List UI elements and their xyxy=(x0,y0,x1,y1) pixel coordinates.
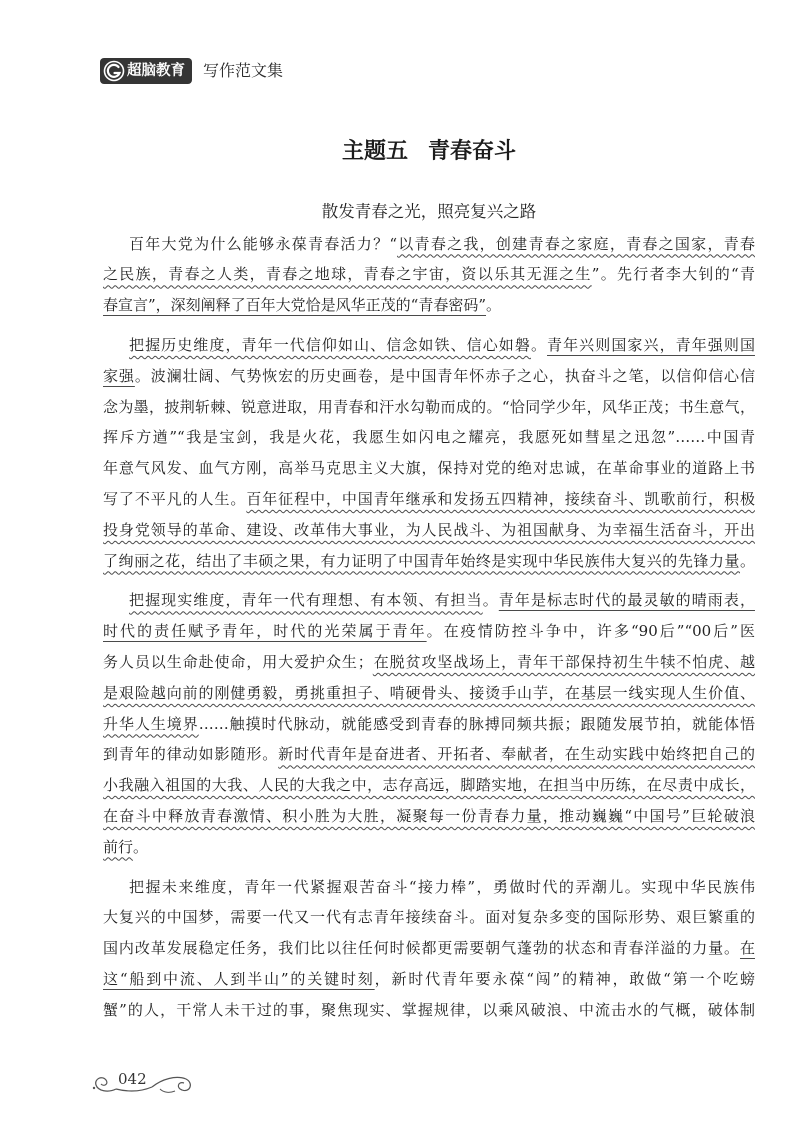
text-line xyxy=(103,515,755,546)
text-line xyxy=(103,330,755,361)
text-line xyxy=(103,995,755,1026)
text-segment: 蟹”的人，干常人未干过的事，聚焦现实、掌握规律，以乘风破浪、中流击水的气概，破体制 xyxy=(103,1000,755,1019)
wavy-underlined-text: 以青春之我，创建青春之家庭，青春之国家，青春 xyxy=(397,234,755,253)
text-line xyxy=(103,709,755,740)
text-line xyxy=(103,616,755,647)
text-segment: 大复兴的中国梦，需要一代又一代有志青年接续奋斗。面对复杂多变的国际形势、艰巨繁重的 xyxy=(103,908,755,927)
text-line xyxy=(103,872,755,903)
page-title xyxy=(103,138,755,166)
text-segment: 。在疫情防控斗争中，许多“90后”“00后”医 xyxy=(426,622,755,641)
underlined-text: 家强 xyxy=(103,366,135,385)
wavy-underlined-text: 把握历史维度，青年一代信仰如山、信念如铁、信心如磐 xyxy=(129,335,531,354)
underlined-text: 春宣言”，深刻阐释了百年大党恰是风华正茂的“青春密码” xyxy=(103,296,487,315)
theme-name: 青春奋斗 xyxy=(428,139,517,164)
text-segment: 。 xyxy=(530,335,548,354)
brand-name: 超脑教育 xyxy=(127,63,185,79)
text-line xyxy=(103,770,755,801)
text-line xyxy=(103,422,755,453)
text-segment: 国内改革发展稳定任务，我们比以往任何时候都更需要朝气蓬勃的状态和青春洋溢的力量。 xyxy=(103,939,740,958)
text-segment: 。 xyxy=(133,837,149,856)
page-number: 042 xyxy=(118,1070,147,1088)
wavy-underlined-text: 投身党领导的革命、建设、改革伟大事业，为人民战斗、为祖国献身、为幸福生活奋斗，开出 xyxy=(103,520,755,539)
underlined-text: 时代的责任赋予青年，时代的光荣属于青年 xyxy=(103,622,427,641)
theme-label: 主题五 xyxy=(341,139,408,164)
text-line xyxy=(103,739,755,770)
text-line xyxy=(103,801,755,832)
text-segment: 把握未来维度，青年一代紧握艰苦奋斗“接力棒”，勇做时代的弄潮儿。实现中华民族伟 xyxy=(129,877,755,896)
wavy-underlined-text: 前行 xyxy=(103,837,134,856)
underlined-text: 这“船到中流、人到半山”的关键时刻 xyxy=(103,969,375,988)
text-line xyxy=(103,229,755,260)
text-line xyxy=(103,484,755,515)
wavy-underlined-text: 新时代青年是奋进者、开拓者、奉献者，在生动实践中始终把自己的 xyxy=(278,745,755,764)
underlined-text: 青年兴则国家兴，青年强则国 xyxy=(547,335,755,354)
essay-body xyxy=(103,229,755,1026)
text-line xyxy=(103,832,755,863)
text-segment: 。 xyxy=(482,591,499,610)
wavy-underlined-text: 把握现实维度，青年一代有理想、有本领、有担当 xyxy=(129,591,483,610)
text-segment: 。 xyxy=(486,296,502,315)
wavy-underlined-text: 在脱贫攻坚战场上，青年干部保持初生牛犊不怕虎、越 xyxy=(372,652,755,671)
text-line xyxy=(103,585,755,616)
wavy-underlined-text: 在奋斗中释放青春激情、积小胜为大胜，凝聚每一份青春力量，推动巍巍“中国号”巨轮破浪 xyxy=(103,806,755,825)
text-line xyxy=(103,361,755,392)
text-line xyxy=(103,546,755,577)
text-segment: 。波澜壮阔、气势恢宏的历史画卷，是中国青年怀赤子之心，执奋斗之笔，以信仰信心信 xyxy=(134,366,755,385)
logo-g-icon xyxy=(103,60,125,82)
paragraph xyxy=(103,229,755,321)
text-line xyxy=(103,259,755,290)
wavy-underlined-text: 百年征程中，中国青年继承和发扬五四精神，接续奋斗、凯歌前行，积极 xyxy=(246,489,755,508)
text-segment: 百年大党为什么能够永葆青春活力？“ xyxy=(129,234,398,253)
text-line xyxy=(103,964,755,995)
text-line xyxy=(103,933,755,964)
text-line xyxy=(103,647,755,678)
paragraph xyxy=(103,330,755,576)
text-segment: ”。先行者李大钊的“青 xyxy=(591,265,755,284)
wavy-underlined-text: 是艰险越向前的刚健勇毅，勇挑重担子、啃硬骨头、接烫手山芋，在基层一线实现人生价值、 xyxy=(103,683,755,702)
text-segment: ……触摸时代脉动，就能感受到青春的脉搏同频共振；跟随发展节拍，就能体悟 xyxy=(198,714,755,733)
text-line xyxy=(103,902,755,933)
text-segment: ，新时代青年要永葆“闯”的精神，敢做“第一个吃螃 xyxy=(374,969,755,988)
wavy-underlined-text: 小我融入祖国的大我、人民的大我之中，志存高远，脚踏实地，在担当中历练，在尽责中成长， xyxy=(103,776,755,795)
text-line xyxy=(103,453,755,484)
paragraph xyxy=(103,872,755,1026)
text-segment: 到青年的律动如影随形。 xyxy=(103,745,279,764)
wavy-underlined-text: 升华人生境界 xyxy=(103,714,199,733)
text-segment: 写了不平凡的人生。 xyxy=(103,489,247,508)
text-line xyxy=(103,678,755,709)
essay-title: 散发青春之光，照亮复兴之路 xyxy=(321,202,537,221)
text-segment: 挥斥方遒”“我是宝剑，我是火花，我愿生如闪电之耀亮，我愿死如彗星之迅忽”……中国青 xyxy=(103,428,755,447)
wavy-underlined-text: 了绚丽之花，结出了丰硕之果，有力证明了中国青年始终是实现中华民族伟大复兴的先锋力量 xyxy=(103,551,740,570)
underlined-text: 在 xyxy=(739,939,755,958)
text-line xyxy=(103,392,755,423)
text-segment: 念为墨，披荆斩棘、锐意进取，用青春和汗水勾勒而成的。“恰同学少年，风华正茂；书生意气， xyxy=(103,397,755,416)
underlined-text: 青年是标志时代的最灵敏的晴雨表， xyxy=(498,591,755,610)
text-segment: 务人员以生命赴使命，用大爱护众生； xyxy=(103,652,373,671)
wavy-underlined-text: 之民族，青春之人类，青春之地球，青春之宇宙，资以乐其无涯之生 xyxy=(103,265,592,284)
text-segment: 。 xyxy=(739,551,755,570)
book-title: 写作范文集 xyxy=(203,61,284,80)
text-line xyxy=(103,290,755,321)
text-segment: 年意气风发、血气方刚，高举马克思主义大旗，保持对党的绝对忠诚，在革命事业的道路上书 xyxy=(103,459,755,478)
paragraph xyxy=(103,585,755,862)
brand-logo xyxy=(100,58,192,84)
